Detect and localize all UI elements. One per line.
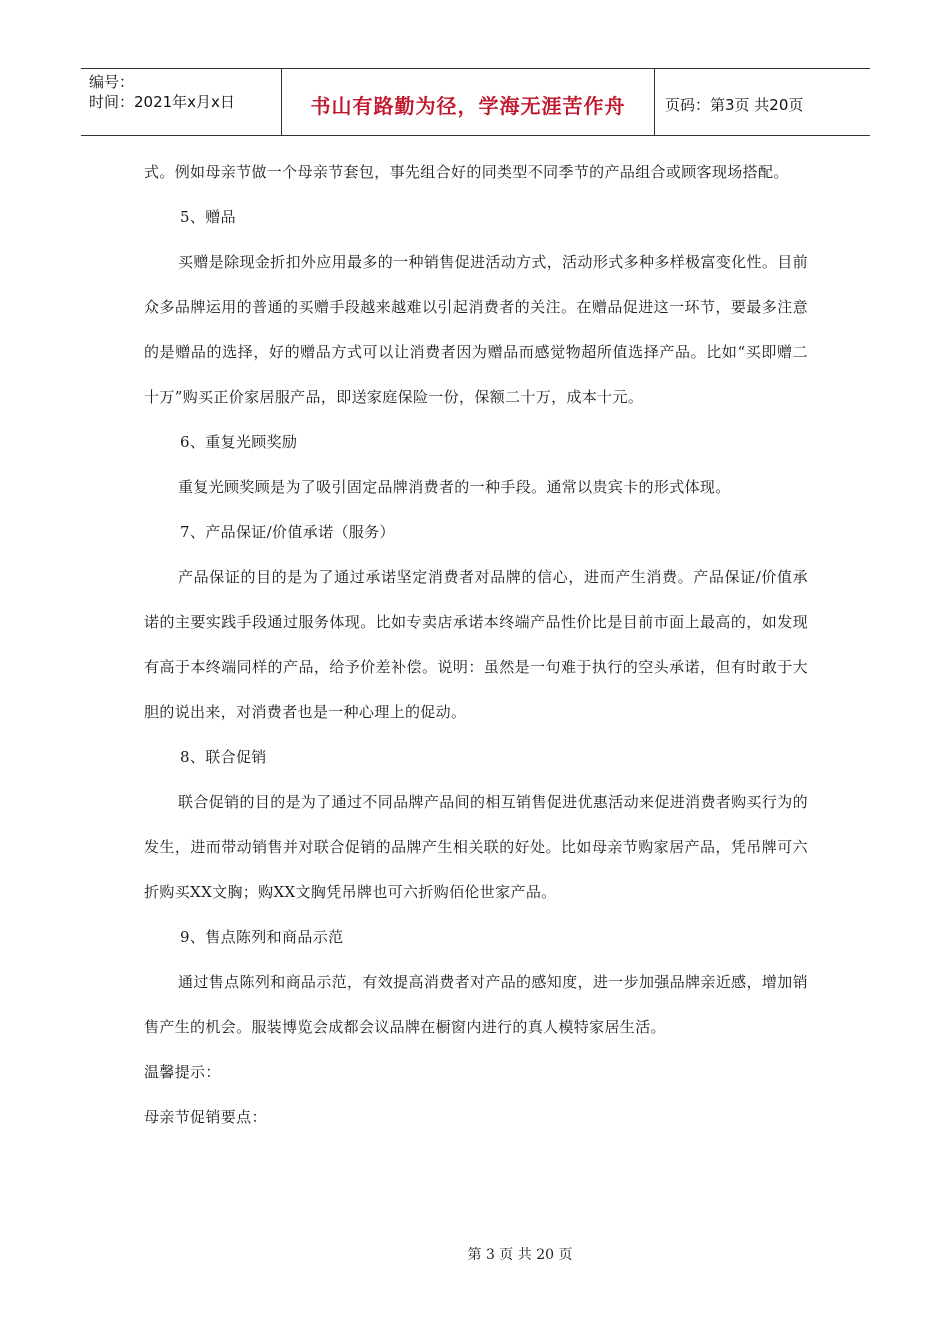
header-motto: 书山有路勤为径，学海无涯苦作舟 [282, 69, 655, 135]
document-date-label: 时间：2021年x月x日 [89, 93, 235, 111]
body-paragraph: 联合促销的目的是为了通过不同品牌产品间的相互销售促进优惠活动来促进消费者购买行为的发生，进而带动销售并对联合促销的品牌产生相关联的好处。比如母亲节购家居产品，凭吊牌可六折购买XX文胸；购XX文胸凭吊牌也可六折购佰伦世家产品。 [144, 793, 808, 901]
body-paragraph: 通过售点陈列和商品示范，有效提高消费者对产品的感知度，进一步加强品牌亲近感，增加销售产生的机会。服装博览会成都会议品牌在橱窗内进行的真人模特家居生活。 [144, 973, 808, 1036]
document-body [144, 150, 808, 1140]
section-heading: 6、重复光顾奖励 [180, 433, 298, 451]
header-page-info: 页码：第3页 共20页 [665, 95, 804, 114]
body-text: 温馨提示： [144, 1063, 221, 1081]
section-heading: 7、产品保证/价值承诺（服务） [180, 523, 395, 541]
section-heading: 5、赠品 [180, 208, 236, 226]
page-footer: 第 3 页 共 20 页 [467, 1247, 573, 1263]
body-text: 母亲节促销要点： [144, 1108, 267, 1126]
body-paragraph: 买赠是除现金折扣外应用最多的一种销售促进活动方式，活动形式多种多样极富变化性。目前众多品牌运用的普通的买赠手段越来越难以引起消费者的关注。在赠品促进这一环节，要最多注意的是赠品的选择，好的赠品方式可以让消费者因为赠品而感觉物超所值选择产品。比如“买即赠二十万”购买正价家居服产品，即送家庭保险一份，保额二十万，成本十元。 [144, 253, 808, 406]
section-heading: 8、联合促销 [180, 748, 267, 766]
body-paragraph: 重复光顾奖顾是为了吸引固定品牌消费者的一种手段。通常以贵宾卡的形式体现。 [178, 478, 731, 496]
body-text: 式。例如母亲节做一个母亲节套包，事先组合好的同类型不同季节的产品组合或顾客现场搭配。 [144, 163, 789, 181]
header-meta [81, 69, 282, 135]
document-header [81, 68, 870, 136]
section-heading: 9、售点陈列和商品示范 [180, 928, 344, 946]
body-paragraph: 产品保证的目的是为了通过承诺坚定消费者对品牌的信心，进而产生消费。产品保证/价值承诺的主要实践手段通过服务体现。比如专卖店承诺本终端产品性价比是目前市面上最高的，如发现有高于本终端同样的产品，给予价差补偿。说明：虽然是一句难于执行的空头承诺，但有时敢于大胆的说出来，对消费者也是一种心理上的促动。 [144, 568, 808, 721]
document-number-label: 编号： [89, 73, 135, 91]
